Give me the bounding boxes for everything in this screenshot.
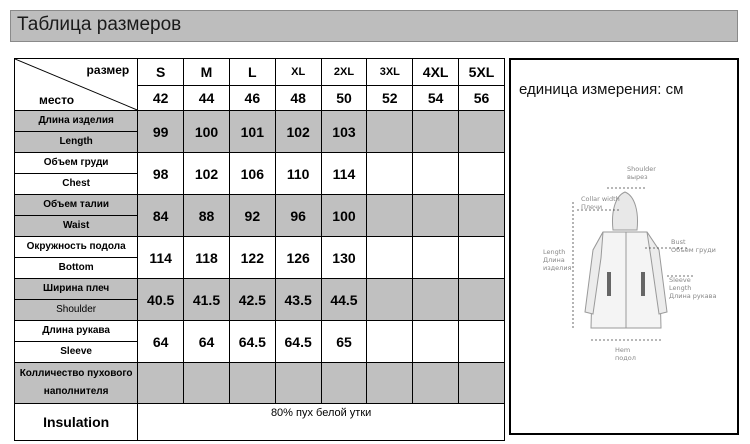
table-cell: 44.5 [321,279,367,321]
table-cell: 64.5 [275,321,321,363]
table-cell: 103 [321,111,367,153]
table-cell: 64.5 [229,321,275,363]
collar-label-ru: Плечи [581,203,603,211]
jacket-diagram [511,60,737,433]
row-label-ru: Объем талии [15,195,137,216]
size-4xl: 4XL [413,59,459,86]
row-label [15,279,138,321]
size-number: 48 [275,86,321,111]
row-label-en: Sleeve [60,346,92,357]
size-xl: XL [275,59,321,86]
empty-cell [367,279,413,321]
row-label-en: Shoulder [56,304,97,315]
collar-label-en: Collar width [581,195,620,203]
jacket-outline [585,192,667,328]
empty-cell [367,195,413,237]
size-number: 52 [367,86,413,111]
size-3xl: 3XL [367,59,413,86]
table-cell: 110 [275,153,321,195]
filler-label-line2: наполнителя [43,386,109,397]
empty-cell [413,279,459,321]
table-cell: 99 [138,111,184,153]
table-cell: 65 [321,321,367,363]
empty-cell [275,363,321,404]
row-label-en: Bottom [58,262,94,273]
right-pocket [641,272,645,296]
bust-label-ru: Объем груди [671,246,716,254]
hem-label-ru: подол [615,354,636,362]
table-cell: 64 [138,321,184,363]
empty-cell [229,363,275,404]
table-row-insulation [15,404,505,441]
bust-label-en: Bust [671,238,686,246]
size-m: M [184,59,230,86]
empty-cell [413,153,459,195]
empty-cell [138,363,184,404]
table-cell: 100 [184,111,230,153]
size-number: 50 [321,86,367,111]
measurement-diagram [509,58,739,435]
table-cell: 106 [229,153,275,195]
table-cell: 101 [229,111,275,153]
filler-label-line1: Колличество пухового [19,368,133,379]
table-row-length [15,111,505,153]
row-label-en: Waist [62,220,90,231]
size-number: 54 [413,86,459,111]
table-cell: 122 [229,237,275,279]
table-cell: 42.5 [229,279,275,321]
row-label-ru: Окружность подола [15,237,137,258]
table-cell: 114 [138,237,184,279]
table-row-bottom [15,237,505,279]
table-cell: 126 [275,237,321,279]
row-label-ru: Длина изделия [15,111,137,132]
table-cell: 100 [321,195,367,237]
insulation-value: 80% пух белой утки [138,404,505,441]
empty-cell [459,153,505,195]
empty-cell [459,195,505,237]
header-row-sizes [15,59,505,86]
size-number: 44 [184,86,230,111]
table-cell: 40.5 [138,279,184,321]
table-cell: 130 [321,237,367,279]
size-2xl: 2XL [321,59,367,86]
empty-cell [459,363,505,404]
insulation-label: Insulation [15,404,138,441]
shoulder-label-ru: вырез [627,173,648,181]
empty-cell [413,363,459,404]
filler-label [15,363,138,404]
size-s: S [138,59,184,86]
row-label [15,321,138,363]
size-l: L [229,59,275,86]
row-label-ru: Объем груди [15,153,137,174]
length-label-ru2: изделия [543,264,572,272]
unit-label: единица измерения: см [519,81,684,98]
table-cell: 84 [138,195,184,237]
length-label-ru1: Длина [543,256,565,264]
empty-cell [459,237,505,279]
sleeve-label-en1: Sleeve [669,276,691,284]
empty-cell [321,363,367,404]
row-label-ru: Ширина плеч [15,279,137,300]
row-label [15,153,138,195]
empty-cell [184,363,230,404]
empty-cell [367,363,413,404]
sleeve-label-en2: Length [669,284,692,292]
size-table [14,58,505,441]
row-label-en: Length [59,136,93,147]
sleeve-label-ru: Длина рукава [669,292,717,300]
size-number: 42 [138,86,184,111]
table-row-sleeve [15,321,505,363]
table-cell: 118 [184,237,230,279]
row-label-ru: Длина рукава [15,321,137,342]
corner-cell [15,59,138,111]
corner-size-label: размер [86,63,130,77]
empty-cell [459,321,505,363]
table-row-chest [15,153,505,195]
hem-label-en: Hem [615,346,631,354]
page-title: Таблица размеров [17,14,182,35]
title-bar [10,10,738,42]
empty-cell [459,279,505,321]
empty-cell [413,237,459,279]
table-cell: 88 [184,195,230,237]
table-cell: 64 [184,321,230,363]
table-row-waist [15,195,505,237]
empty-cell [367,111,413,153]
table-cell: 102 [184,153,230,195]
table-cell: 96 [275,195,321,237]
empty-cell [367,153,413,195]
empty-cell [367,321,413,363]
size-number: 46 [229,86,275,111]
size-5xl: 5XL [459,59,505,86]
table-cell: 41.5 [184,279,230,321]
left-pocket [607,272,611,296]
empty-cell [459,111,505,153]
empty-cell [367,237,413,279]
table-cell: 114 [321,153,367,195]
table-row-shoulder [15,279,505,321]
table-row-filler [15,363,505,404]
shoulder-label-en: Shoulder [627,165,656,173]
size-number: 56 [459,86,505,111]
row-label-en: Chest [62,178,91,189]
table-cell: 92 [229,195,275,237]
empty-cell [413,111,459,153]
corner-place-label: место [39,93,75,107]
table-cell: 43.5 [275,279,321,321]
row-label [15,237,138,279]
length-label-en: Length [543,248,566,256]
empty-cell [413,321,459,363]
table-cell: 98 [138,153,184,195]
table-cell: 102 [275,111,321,153]
row-label [15,195,138,237]
empty-cell [413,195,459,237]
row-label [15,111,138,153]
